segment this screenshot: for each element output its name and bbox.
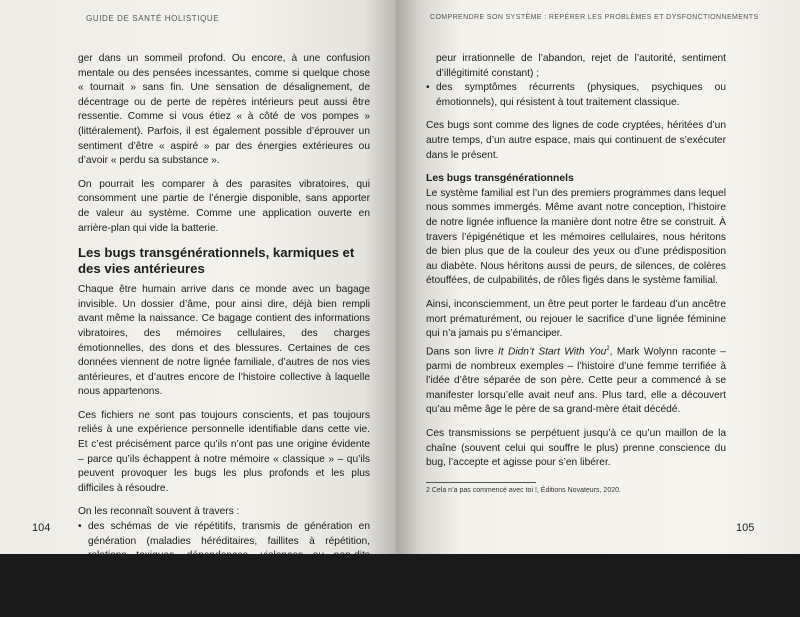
running-head-left: GUIDE DE SANTÉ HOLISTIQUE [86,14,220,23]
footnote: 2 Cela n’a pas commencé avec toi !, Éditions Novateurs, 2020. [426,487,621,494]
list-item: • des blocages inexpliqués, qui échappent à la logique et à la volonté (impossibilité de s’épanouir professionnellement, [78,578,370,607]
subsection-heading: Les bugs transgénérationnels [426,173,574,185]
list-item: • des schémas de vie répétitifs, transmis de génération en génération (maladies héréditaires, faillites à répétition, relations toxiques, dépendances, violences ou non-dits familiaux) ; [78,520,370,578]
book-title: It Didn’t Start With You [497,346,607,358]
paragraph: On les reconnaît souvent à travers : [78,506,240,518]
paragraph: Chaque être humain arrive dans ce monde avec un bagage invisible. Un dossier d’âme, pour ainsi dire, déjà bien rempli avant même la naissance. Ce bagage contient des informations vibratoires, des mémoires cellulaires, des charges émotionnelles, des dons et des blessures. Certaines de ces données viennent de notre lignée familiale, d’autres de nos vies antérieures, et d’autres encore de l’histoire collective à laquelle nous appartenons. [78,284,370,398]
page-number-right: 105 [736,522,755,534]
section-heading: Les bugs transgénérationnels, karmiques et des vies antérieures [78,245,355,277]
paragraph: Le système familial est l’un des premiers programmes dans lequel nous sommes immergés. Même avant notre conception, l’histoire de notre lignée influence la manière dont notre être se construit. À travers l’épigénétique et les mémoires cellulaires, nous héritons de bien plus que de la couleur des yeux ou d’une prédisposition au diabète. Nous héritons aussi de peurs, de silences, de colères étouffées, de culpabilités, de rôles figés dans le système familial. [426,187,726,287]
left-text-column [78,52,370,617]
paragraph [426,342,726,418]
page-number-left: 104 [32,522,51,534]
paragraph: Ces fichiers ne sont pas toujours conscients, et pas toujours reliés à une expérience personnelle identifiable dans cette vie. Et c’est précisément parce qu’ils n’ont pas une origine évidente – parce qu’ils échappent à notre mémoire « classique » – qu’ils peuvent provoquer les bugs les plus profonds et les plus difficiles à résoudre. [78,409,370,494]
left-page [0,0,396,605]
text-run: Dans son livre [426,346,498,358]
paragraph: peur irrationnelle de l’abandon, rejet de l’autorité, sentiment d’illégitimité constant) ; [436,53,726,79]
bullet-list [78,520,370,608]
footnote-rule [426,482,536,483]
paragraph: Ces transmissions se perpétuent jusqu’à ce qu’un maillon de la chaîne (souvent celui qui souffre le plus) prenne conscience du bug, l’accepte et agisse pour s’en libérer. [426,428,726,469]
right-text-column [426,52,726,480]
list-item: • des symptômes récurrents (physiques, psychiques ou émotionnels), qui résistent à tout traitement classique. [426,81,726,110]
footnote-ref: 2 [606,345,610,352]
paragraph: ger dans un sommeil profond. Ou encore, à une confusion mentale ou des pensées incessantes, comme si quelque chose « tournait » sans fin. Une sensation de désalignement, de décentrage ou de perte de repères intérieurs peut aussi être ressentie. Comme si vous étiez « à côté de vos pompes » (littéralement). Parfois, il est également possible d’éprouver un sentiment d’être « aspiré » par des énergies extérieures ou d’avoir « perdu sa substance ». [78,53,370,167]
text-run: , Mark Wolynn raconte – parmi de nombreux exemples – l’histoire d’une femme terrifiée à l’idée d’être séparée de son père. Cette peur a commencé à se manifester lorsqu’elle avait neuf ans. Plus tard, elle a découvert qu’au même âge le père de sa grand-mère était décédé. [426,346,726,416]
running-head-right: COMPRENDRE SON SYSTÈME : REPÉRER LES PROBLÈMES ET DYSFONCTIONNEMENTS [430,14,759,21]
footnote-area [426,482,726,496]
right-page [396,0,800,554]
paragraph: Ces bugs sont comme des lignes de code cryptées, héritées d’un autre temps, d’un autre espace, mais qui continuent de s’exécuter dans le présent. [426,120,726,161]
paragraph: On pourrait les comparer à des parasites vibratoires, qui consomment une partie de l’énergie disponible, sans apporter de valeur au système. Comme une application ouverte en arrière-plan qui vide la batterie. [78,178,370,234]
bullet-list [426,81,726,110]
paragraph: Ainsi, inconsciemment, un être peut porter le fardeau d’un ancêtre mort prématurément, ou rejouer le sacrifice d’une lignée féminine qui n’a jamais pu s’émanciper. [426,298,726,340]
